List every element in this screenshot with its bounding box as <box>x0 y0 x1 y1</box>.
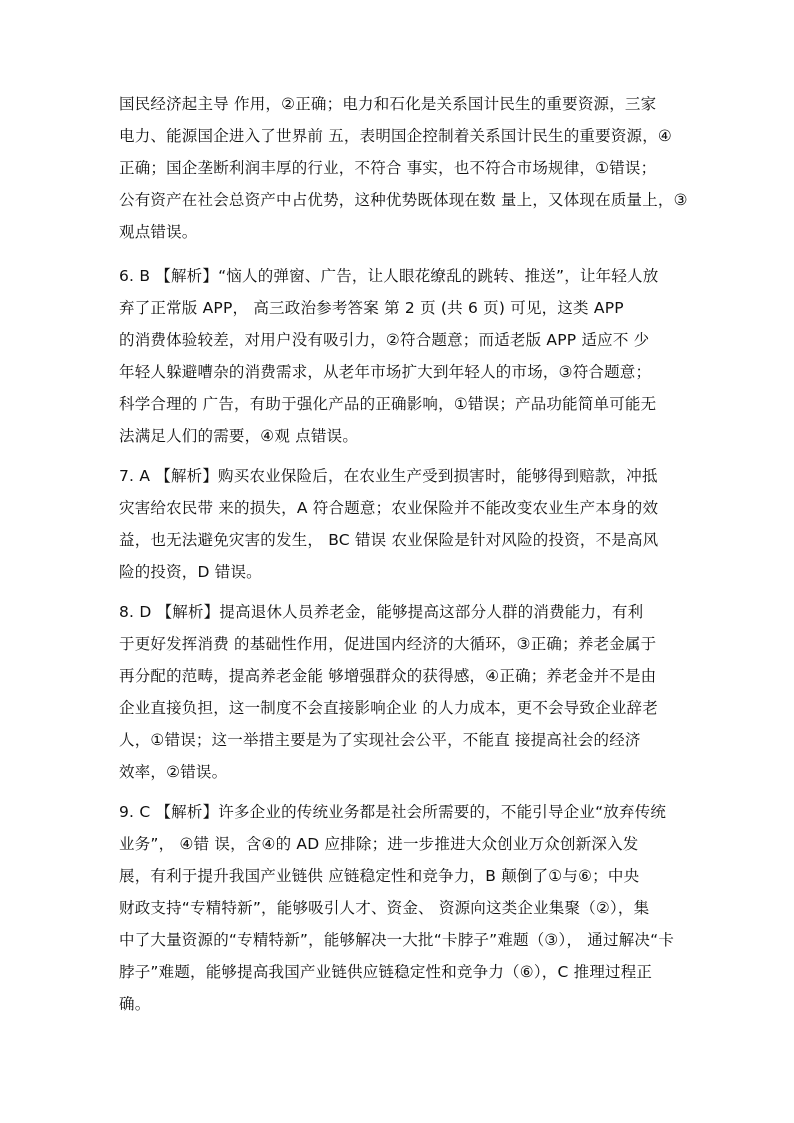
text-line: 弃了正常版 APP， 高三政治参考答案 第 2 页 (共 6 页) 可见，这类 APP <box>119 299 624 317</box>
text-line: 再分配的范畴，提高养老金能 够增强群众的获得感，④正确；养老金并不是由 <box>119 667 657 685</box>
text-line: 中了大量资源的“专精特新”，能够解决一大批“卡脖子”难题（③）， 通过解决“卡 <box>119 931 675 949</box>
text-line: 展，有利于提升我国产业链供 应链稳定性和竞争力，B 颠倒了①与⑥；中央 <box>119 867 640 885</box>
paragraph-answer-7 <box>119 460 719 588</box>
text-line: 观点错误。 <box>119 223 198 241</box>
text-line: 正确；国企垄断利润丰厚的行业，不符合 事实，也不符合市场规律，①错误； <box>119 159 657 177</box>
paragraph-continuation <box>119 88 719 248</box>
text-line: 公有资产在社会总资产中占优势，这种优势既体现在数 量上，又体现在质量上，③ <box>119 191 688 209</box>
text-line: 8. D 【解析】提高退休人员养老金，能够提高这部分人群的消费能力，有利 <box>119 603 644 621</box>
paragraph-answer-6 <box>119 260 719 452</box>
text-line: 国民经济起主导 作用，②正确；电力和石化是关系国计民生的重要资源，三家 <box>119 95 657 113</box>
text-line: 业务”， ④错 误，含④的 AD 应排除；进一步推进大众创业万众创新深入发 <box>119 835 639 853</box>
text-line: 财政支持“专精特新”，能够吸引人才、资金、 资源向这类企业集聚（②），集 <box>119 899 650 917</box>
text-line: 险的投资，D 错误。 <box>119 563 262 581</box>
text-line: 9. C 【解析】许多企业的传统业务都是社会所需要的，不能引导企业“放弃传统 <box>119 803 667 821</box>
text-line: 于更好发挥消费 的基础性作用，促进国内经济的大循环，③正确；养老金属于 <box>119 635 657 653</box>
text-line: 效率，②错误。 <box>119 763 228 781</box>
text-line: 法满足人们的需要，④观 点错误。 <box>119 427 359 445</box>
text-line: 企业直接负担，这一制度不会直接影响企业 的人力成本，更不会导致企业辞老 <box>119 699 658 717</box>
text-line: 的消费体验较差，对用户没有吸引力，②符合题意；而适老版 APP 适应不 少 <box>119 331 650 349</box>
text-line: 灾害给农民带 来的损失，A 符合题意；农业保险并不能改变农业生产本身的效 <box>119 499 659 517</box>
paragraph-answer-8 <box>119 596 719 788</box>
text-line: 电力、能源国企进入了世界前 五，表明国企控制着关系国计民生的重要资源，④ <box>119 127 673 145</box>
paragraph-answer-9 <box>119 796 719 1020</box>
text-line: 科学合理的 广告，有助于强化产品的正确影响，①错误；产品功能简单可能无 <box>119 395 657 413</box>
text-line: 年轻人躲避嘈杂的消费需求，从老年市场扩大到年轻人的市场，③符合题意； <box>119 363 652 381</box>
text-line: 6. B 【解析】“恼人的弹窗、广告，让人眼花缭乱的跳转、推送”，让年轻人放 <box>119 267 659 285</box>
text-line: 脖子”难题，能够提高我国产业链供应链稳定性和竞争力（⑥），C 推理过程正 <box>119 963 653 981</box>
text-line: 确。 <box>119 995 151 1013</box>
text-line: 人，①错误；这一举措主要是为了实现社会公平，不能直 接提高社会的经济 <box>119 731 641 749</box>
text-line: 益，也无法避免灾害的发生， BC 错误 农业保险是针对风险的投资，不是高风 <box>119 531 659 549</box>
text-line: 7. A 【解析】购买农业保险后，在农业生产受到损害时，能够得到赔款，冲抵 <box>119 467 658 485</box>
